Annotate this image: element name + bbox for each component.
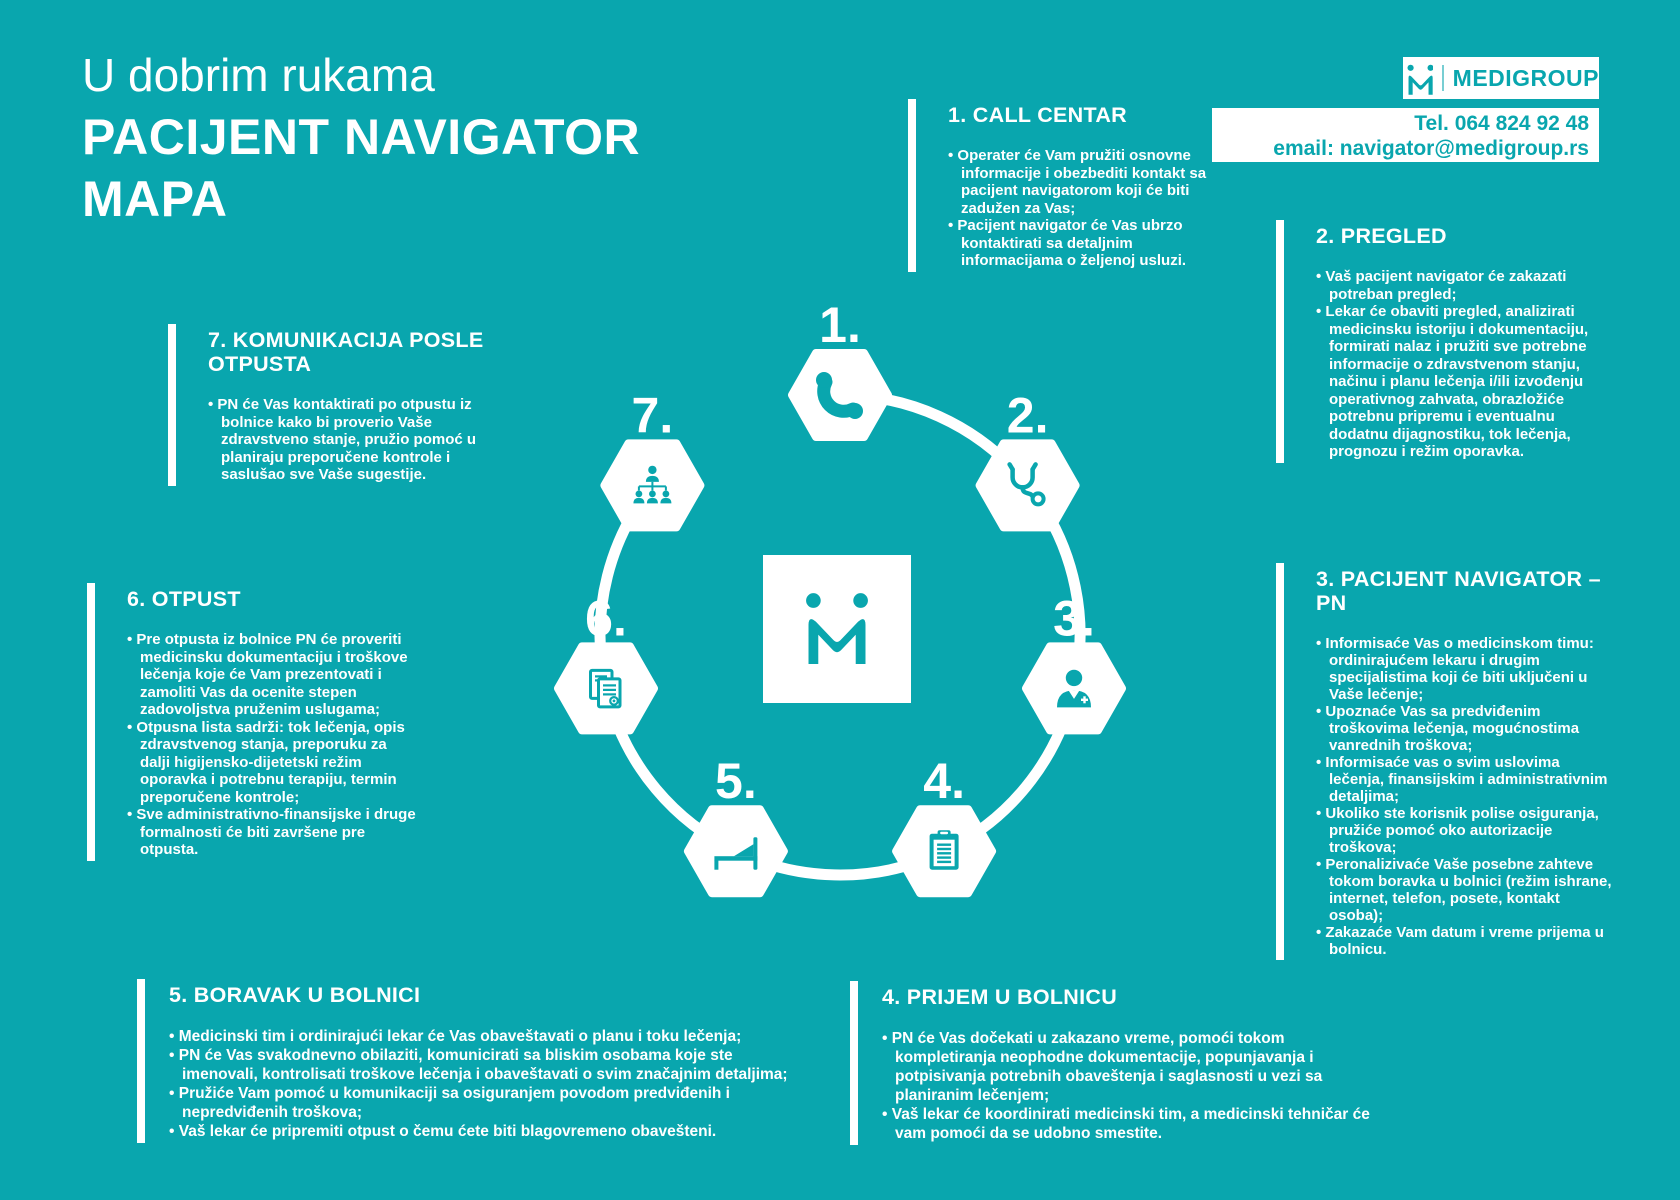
step-node-6 [558,590,654,730]
accent-bar [1276,220,1284,463]
accent-bar [168,324,176,486]
bullet: • Vaš pacijent navigator će zakazati potreban pregled; [1316,268,1618,303]
section-7-heading: 7. KOMUNIKACIJA POSLE OTPUSTA [208,328,484,376]
contact-email: email: navigator@medigroup.rs [1273,137,1589,160]
accent-bar [1276,563,1284,960]
bullet: • Sve administrativno-finansijske i druge formalnosti će biti završene pre otpusta. [127,806,417,859]
section-3-heading: 3. PACIJENT NAVIGATOR – PN [1316,567,1601,615]
bullet: • Operater će Vam pružiti osnovne informacije i obezbediti kontakt sa pacijent navigatorom koji će biti zadužen za Vas; [948,147,1220,217]
page-title [82,44,640,230]
step-number: 4. [923,753,965,810]
center-logo-tile [763,555,911,703]
section-6-otpust [87,587,417,859]
bullet: • PN će Vas kontaktirati po otpustu iz bolnice kako bi proverio Vaše zdravstveno stanje, pružio pomoć u planiraju preporučene kontrole i saslušao sve Vaše sugestije. [208,396,508,484]
bullet: • Otpusna lista sadrži: tok lečenja, opis zdravstvenog stanja, preporuku za dalji higijensko-dijetetski režim oporavka i potrebnu terapiju, termin preporučene kontrole; [127,719,417,807]
title-line2: MAPA [82,171,228,227]
bullet: • Informisaće Vas o medicinskom timu: ordinirajućem lekaru i drugim specijalistima koji će biti uključeni u Vaše lečenje; [1316,635,1618,703]
section-1-heading: 1. CALL CENTAR [948,103,1127,127]
section-4-heading: 4. PRIJEM U BOLNICU [882,985,1118,1009]
bullet: • Pružiće Vam pomoć u komunikaciji sa osiguranjem povodom predviđenih i nepredviđenih troškova; [169,1084,792,1122]
bullet: • Informisaće vas o svim uslovima lečenja, finansijskim i administrativnim detaljima; [1316,754,1618,805]
contact-box [1212,108,1599,162]
step-number: 2. [1006,387,1049,444]
logo-divider [1442,65,1444,91]
bullet: • PN će Vas dočekati u zakazano vreme, pomoći tokom kompletiranja neophodne dokumentacije, popunjavanja i potpisivanja potrebnih obaveštenja i saglasnosti u vezi sa planiranim lečenjem; [882,1029,1375,1105]
brand-name: MEDIGROUP [1452,64,1599,91]
bullet: • Pacijent navigator će Vas ubrzo kontaktirati sa detaljnim informacijama o željenoj usluzi. [948,217,1220,270]
section-5-boravak-u-bolnici [137,983,792,1141]
accent-bar [850,981,858,1145]
step-number: 7. [631,387,674,444]
step-node-2 [980,387,1076,527]
bullet: • Vaš lekar će koordinirati medicinski tim, a medicinski tehničar će vam pomoći da se udobno smestite. [882,1105,1375,1143]
bullet: • Lekar će obaviti pregled, analizirati medicinsku istoriju i dokumentaciju, formirati nalaz i pružiti sve potrebne informacije o zdravstvenom stanju, načinu i planu lečenja i/ili izvođenju operativnog zahvata, obrazložiće potrebnu pripremu i eventualnu dodatnu dijagnostiku, tok lečenja, prognozu i režim oporavka. [1316,303,1618,461]
bullet: • Peronalizivaće Vaše posebne zahteve tokom boravka u bolnici (režim ishrane, internet, telefon, posete, kontakt osoba); [1316,856,1618,924]
medigroup-logo [1403,57,1599,99]
bullet: • Pre otpusta iz bolnice PN će proveriti medicinsku dokumentaciju i troškove lečenja koje će Vam prezentovati i zamoliti Vas da ocenite stepen zadovoljstva pruženim uslugama; [127,631,417,719]
step-number: 6. [585,590,627,647]
clipboard-icon [930,830,959,870]
accent-bar [137,979,145,1143]
contact-tel: Tel. 064 824 92 48 [1414,112,1589,135]
section-4-prijem-u-bolnicu [850,985,1375,1143]
bullet: • Upoznaće Vas sa predviđenim troškovima lečenja, mogućnostima vanrednih troškova; [1316,703,1618,754]
section-3-pacijent-navigator [1276,567,1618,958]
bullet: • PN će Vas svakodnevno obilaziti, komunicirati sa bliskim osobama koje ste imenovali, kontrolisati troškove lečenja i obaveštavati o svim značajnim detaljima; [169,1046,792,1084]
step-node-3 [1026,590,1122,730]
step-number: 5. [715,753,757,810]
section-2-heading: 2. PREGLED [1316,224,1447,248]
section-5-heading: 5. BORAVAK U BOLNICI [169,983,421,1007]
step-node-5 [688,753,784,893]
bullet: • Medicinski tim i ordinirajući lekar će Vas obaveštavati o planu i toku lečenja; [169,1027,792,1046]
section-2-pregled [1276,224,1618,461]
bullet: • Zakazaće Vam datum i vreme prijema u bolnicu. [1316,924,1618,958]
section-7-komunikacija-posle-otpusta [168,328,508,484]
accent-bar [908,99,916,272]
step-number: 1. [819,297,861,353]
bullet: • Vaš lekar će pripremiti otpust o čemu ćete biti blagovremeno obavešteni. [169,1122,792,1141]
accent-bar [87,583,95,861]
step-node-4 [896,753,992,893]
bullet: • Ukoliko ste korisnik polise osiguranja, pružiće pomoć oko autorizacije troškova; [1316,805,1618,856]
section-1-call-centar [908,103,1220,270]
process-cycle-diagram [540,270,1160,930]
step-node-7 [604,387,700,527]
step-node-1 [792,297,888,437]
medigroup-m-icon [1403,62,1433,95]
title-subline: U dobrim rukama [82,49,435,101]
step-number: 3. [1053,590,1095,647]
section-6-heading: 6. OTPUST [127,587,241,611]
title-line1: PACIJENT NAVIGATOR [82,109,641,165]
